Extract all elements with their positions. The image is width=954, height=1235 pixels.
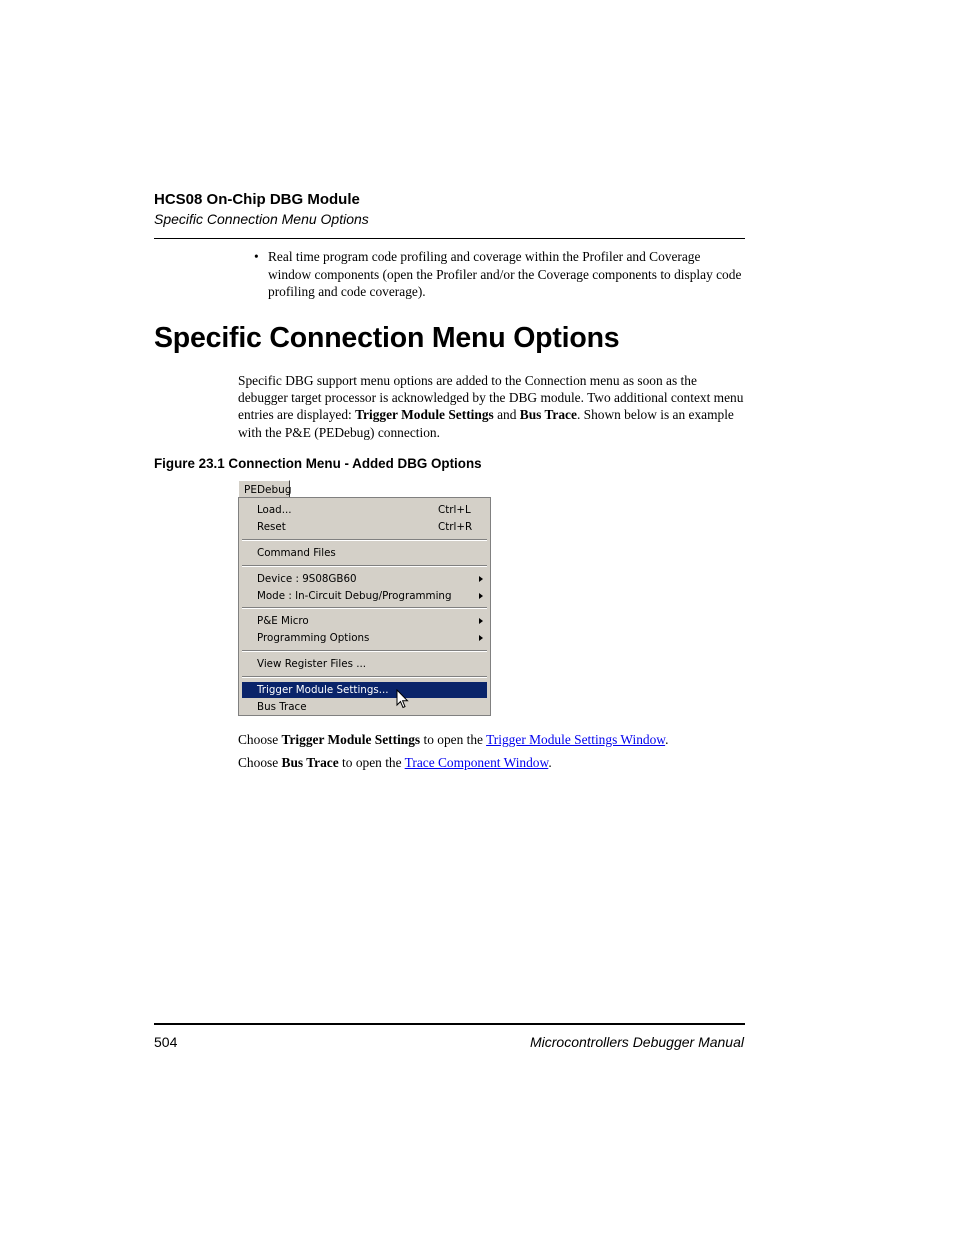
menu-item-pe-micro[interactable] [242,613,487,629]
menu-item-label: Load... [257,504,292,516]
choose-text: to open the [420,732,487,747]
choose-text: . [548,755,552,770]
page-number: 504 [154,1034,178,1050]
choose-text: to open the [338,755,405,770]
menu-separator [242,607,487,609]
bullet-marker: • [254,249,259,264]
choose-text: Choose [238,755,282,770]
figure-caption: Figure 23.1 Connection Menu - Added DBG Options [154,456,482,471]
menu-item-mode[interactable] [242,588,487,604]
submenu-arrow-icon [479,593,483,599]
choose-bold: Trigger Module Settings [281,732,421,747]
intro-text-1: Specific DBG support menu options are added to the Connection menu as soon as the debugger target processor is acknowledged by the DBG module. Two additional context menu entries are displayed: [238,373,744,423]
submenu-arrow-icon [479,576,483,582]
trace-component-window-link[interactable]: Trace Component Window [404,755,549,770]
header-rule [154,238,745,239]
trigger-module-settings-window-link[interactable]: Trigger Module Settings Window [486,732,666,747]
menu-item-shortcut: Ctrl+R [438,521,473,533]
menu-separator [242,565,487,567]
menu-separator [242,650,487,652]
menu-item-label: Reset [257,521,286,533]
menu-item-bus-trace[interactable] [242,699,487,715]
intro-text-3: . Shown below is an example with the P&E (PEDebug) connection. [238,407,734,440]
menu-item-label: Bus Trace [257,701,307,713]
intro-paragraph [238,372,746,441]
menu-item-reset[interactable] [242,519,487,535]
menu-item-command-files[interactable] [242,545,487,561]
menu-separator [242,676,487,678]
menu-item-load[interactable] [242,502,487,518]
bullet-item [254,248,744,301]
submenu-arrow-icon [479,635,483,641]
connection-menu [238,497,491,716]
menu-item-device[interactable] [242,571,487,587]
choose-text: Choose [238,732,282,747]
running-header-subtitle: Specific Connection Menu Options [154,211,369,227]
menu-item-label: Device : 9S08GB60 [257,573,357,585]
menu-item-shortcut: Ctrl+L [438,504,471,516]
pedebug-menu-tab[interactable] [238,480,290,498]
menu-item-view-register-files[interactable] [242,656,487,672]
intro-bold-trigger: Trigger Module Settings [355,407,494,423]
choose-bustrace-line [238,755,552,771]
choose-bold: Bus Trace [281,755,339,770]
intro-text-2: and [493,407,520,423]
manual-title: Microcontrollers Debugger Manual [530,1034,744,1050]
choose-text: . [665,732,669,747]
menu-item-label: Programming Options [257,632,370,644]
bullet-text: Real time program code profiling and coverage within the Profiler and Coverage window components (open the Profiler and/or the Coverage components to display code profiling and code coverage). [268,249,742,299]
choose-trigger-line [238,732,668,748]
mouse-pointer-icon [396,689,410,711]
menu-item-label: Command Files [257,547,336,559]
menu-item-trigger-module-settings[interactable] [242,682,487,698]
footer-rule [154,1023,745,1025]
menu-item-label: Trigger Module Settings... [257,684,389,696]
menu-item-label: View Register Files ... [257,658,367,670]
menu-item-programming-options[interactable] [242,630,487,646]
menu-item-label: Mode : In-Circuit Debug/Programming [257,590,452,602]
pedebug-menu-tab-label: PEDebug [244,484,292,496]
section-heading: Specific Connection Menu Options [154,322,620,354]
submenu-arrow-icon [479,618,483,624]
intro-bold-bustrace: Bus Trace [519,407,577,423]
menu-item-label: P&E Micro [257,615,309,627]
menu-separator [242,539,487,541]
running-header-title: HCS08 On-Chip DBG Module [154,191,360,208]
